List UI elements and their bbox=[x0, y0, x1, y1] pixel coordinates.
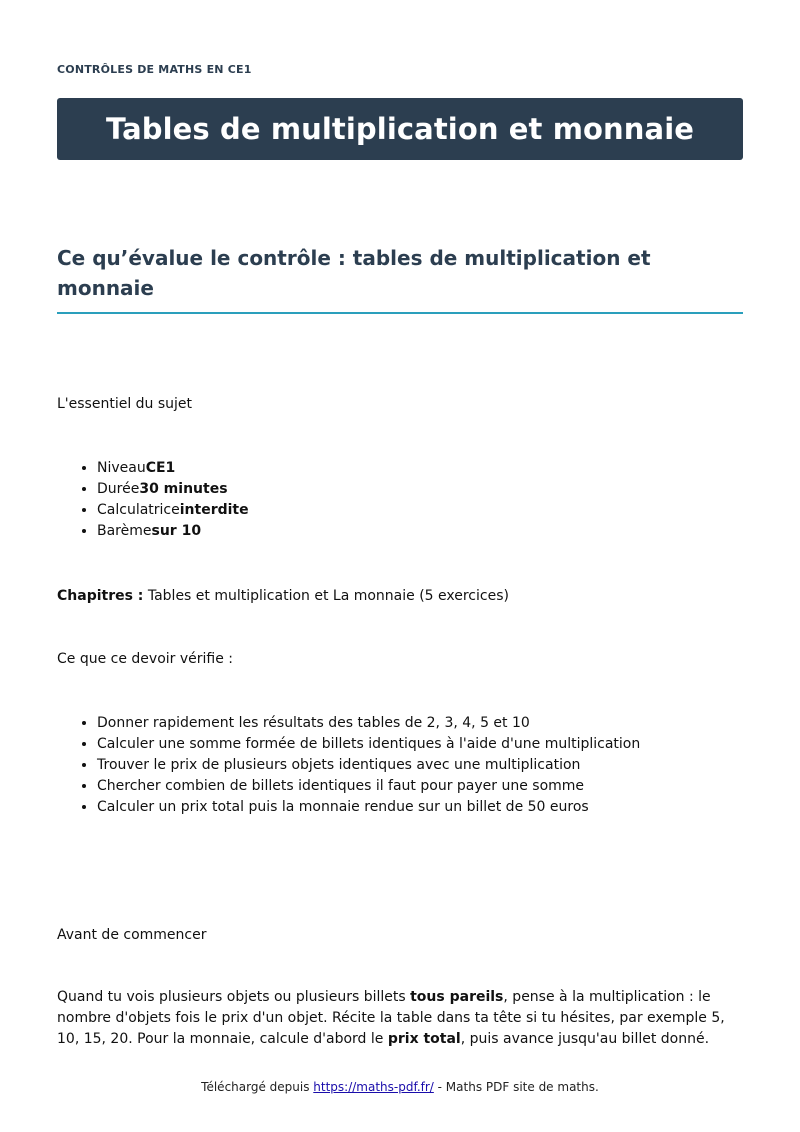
chapters-label: Chapitres : bbox=[57, 588, 144, 604]
list-item: • Chercher combien de billets identiques il faut pour payer une somme bbox=[97, 776, 640, 797]
before-heading: Avant de commencer bbox=[57, 927, 207, 943]
list-item: • Calculatriceinterdite bbox=[97, 500, 249, 521]
header-kicker: CONTRÔLES DE MATHS EN CE1 bbox=[57, 63, 252, 76]
list-item: • Durée30 minutes bbox=[97, 479, 249, 500]
title-banner bbox=[57, 98, 743, 160]
page-title: Tables de multiplication et monnaie bbox=[105, 112, 695, 146]
chapters-line bbox=[57, 586, 509, 607]
essentials-list bbox=[57, 458, 249, 542]
page-footer: Téléchargé depuis https://maths-pdf.fr/ - Maths PDF site de maths. bbox=[201, 1080, 599, 1094]
list-item: • Calculer un prix total puis la monnaie rendue sur un billet de 50 euros bbox=[97, 797, 640, 818]
source-link[interactable]: https://maths-pdf.fr/ bbox=[313, 1080, 434, 1094]
list-item: • NiveauCE1 bbox=[97, 458, 249, 479]
list-item: • Calculer une somme formée de billets identiques à l'aide d'une multiplication bbox=[97, 734, 640, 755]
list-item: • Donner rapidement les résultats des tables de 2, 3, 4, 5 et 10 bbox=[97, 713, 640, 734]
list-item: • Trouver le prix de plusieurs objets identiques avec une multiplication bbox=[97, 755, 640, 776]
essentials-intro: L'essentiel du sujet bbox=[57, 396, 193, 412]
chapters-text: Tables et multiplication et La monnaie (5 exercices) bbox=[143, 588, 509, 604]
list-item: • Barèmesur 10 bbox=[97, 521, 249, 542]
checks-list bbox=[57, 713, 640, 818]
before-paragraph: Quand tu vois plusieurs objets ou plusieurs billets tous pareils, pense à la multiplication : le nombre d'objets fois le prix d'un objet. Récite la table dans ta tête si tu hésites, par exemple 5, 10, 15, 20. Pour la monnaie, calcule d'abord le prix total, puis avance jusqu'au billet donné. bbox=[57, 989, 725, 1047]
checks-intro: Ce que ce devoir vérifie : bbox=[57, 651, 234, 667]
section-heading: Ce qu’évalue le contrôle : tables de multiplication et monnaie bbox=[57, 243, 743, 314]
